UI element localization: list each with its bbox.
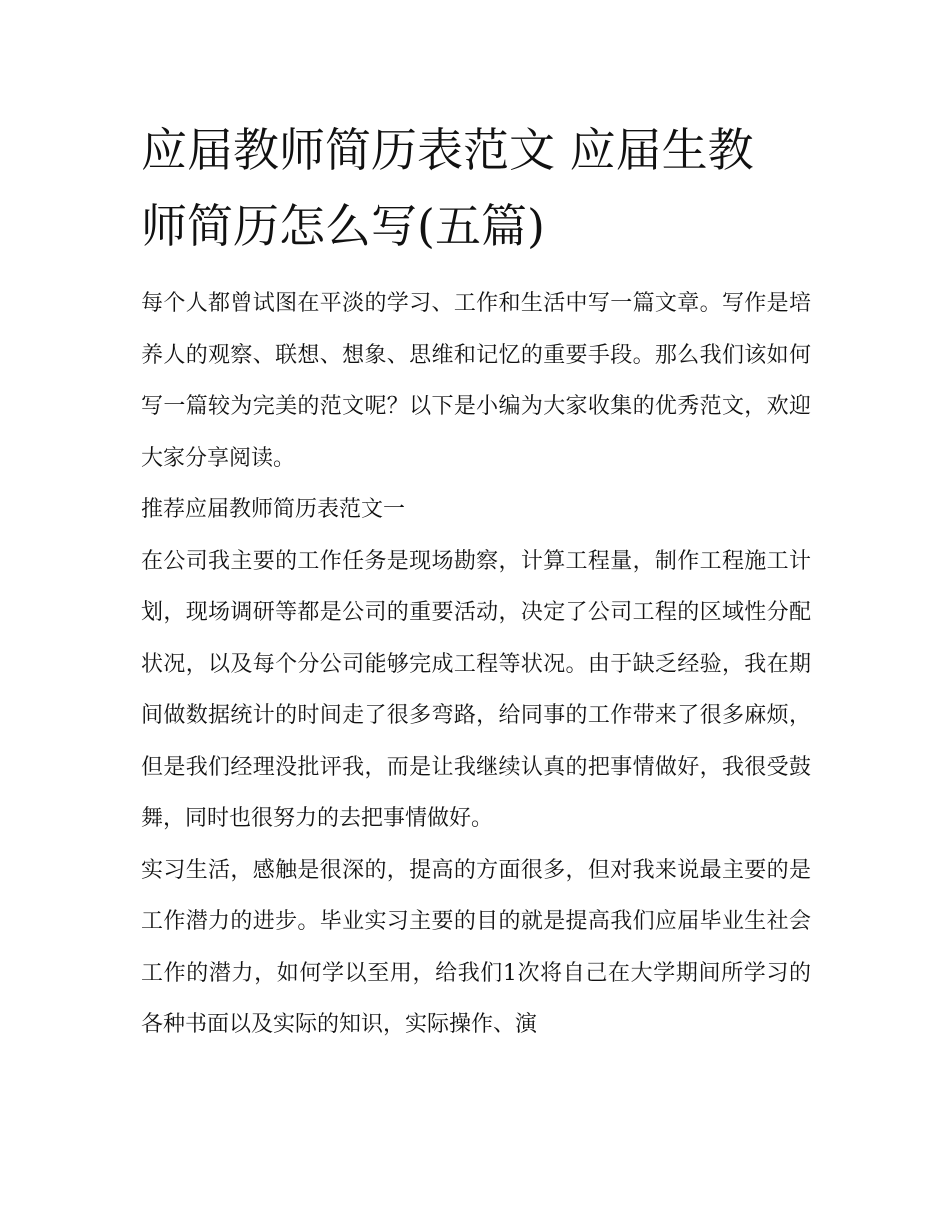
document-title: 应届教师简历表范文 应届生教 师简历怎么写(五篇) — [141, 123, 754, 253]
body-paragraph: 在公司我主要的工作任务是现场勘察，计算工程量，制作工程施工计划，现场调研等都是公司的重要活动，决定了公司工程的区域性分配状况，以及每个分公司能够完成工程等状况。由于缺乏经验，我在期间做数据统计的时间走了很多弯路，给同事的工作带来了很多麻烦，但是我们经理没批评我，而是让我继续认真的把事情做好，我很受鼓舞，同时也很努力的去把事情做好。 — [141, 548, 811, 831]
section-heading: 推荐应届教师简历表范文一 — [141, 497, 406, 522]
body-paragraph: 实习生活，感触是很深的，提高的方面很多，但对我来说最主要的是工作潜力的进步。毕业实习主要的目的就是提高我们应届毕业生社会工作的潜力，如何学以至用，给我们1次将自己在大学期间所学习的各种书面以及实际的知识，实际操作、演 — [141, 857, 811, 1037]
document-body — [141, 112, 811, 1051]
intro-paragraph: 每个人都曾试图在平淡的学习、工作和生活中写一篇文章。写作是培养人的观察、联想、想象、思维和记忆的重要手段。那么我们该如何写一篇较为完美的范文呢？以下是小编为大家收集的优秀范文，欢迎大家分享阅读。 — [141, 291, 811, 471]
